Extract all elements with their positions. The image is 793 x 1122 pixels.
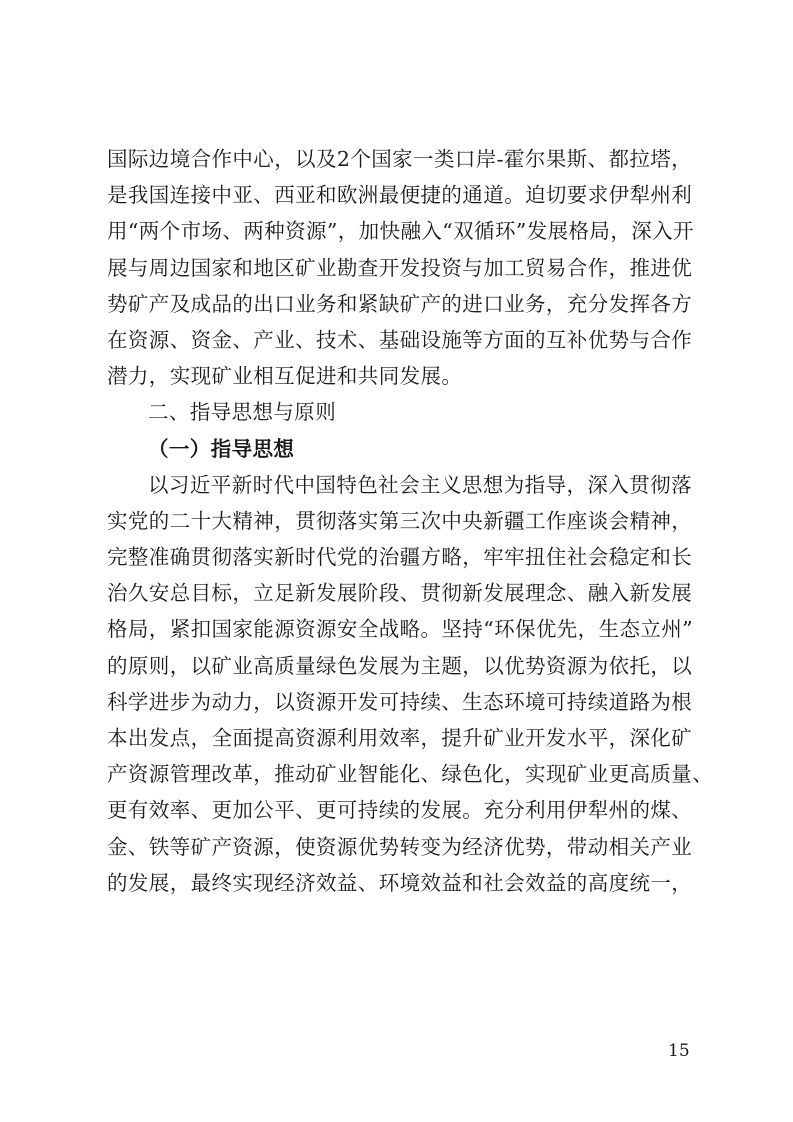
paragraph-line: 展与周边国家和地区矿业勘查开发投资与加工贸易合作，推进优 (107, 255, 693, 280)
paragraph-line: 是我国连接中亚、西亚和欧洲最便捷的通道。迫切要求伊犁州利 (107, 183, 693, 208)
subsection-heading: （一）指导思想 (148, 436, 295, 461)
body-text (107, 141, 714, 901)
paragraph-line: 治久安总目标，立足新发展阶段、贯彻新发展理念、融入新发展 (107, 581, 693, 606)
paragraph-line: 金、铁等矿产资源，使资源优势转变为经济优势，带动相关产业 (107, 834, 693, 859)
paragraph-line: 在资源、资金、产业、技术、基础设施等方面的互补优势与合作 (107, 327, 693, 352)
paragraph-line: 以习近平新时代中国特色社会主义思想为指导，深入贯彻落 (148, 472, 692, 497)
paragraph-line: 的原则，以矿业高质量绿色发展为主题，以优势资源为依托，以 (107, 653, 693, 678)
paragraph-line: 完整准确贯彻落实新时代党的治疆方略，牢牢扭住社会稳定和长 (107, 545, 693, 570)
paragraph-line: 潜力，实现矿业相互促进和共同发展。 (107, 364, 463, 389)
page-number: 15 (668, 1041, 690, 1061)
paragraph-line: 用“两个市场、两种资源”，加快融入“双循环”发展格局，深入开 (107, 219, 694, 244)
paragraph-line: 更有效率、更加公平、更可持续的发展。充分利用伊犁州的煤、 (107, 798, 693, 823)
paragraph-line: 国际边境合作中心，以及2个国家一类口岸-霍尔果斯、都拉塔， (107, 147, 693, 171)
paragraph-line: 实党的二十大精神，贯彻落实第三次中央新疆工作座谈会精神， (107, 508, 693, 533)
section-heading: 二、指导思想与原则 (148, 400, 337, 425)
paragraph-line: 科学进步为动力，以资源开发可持续、生态环境可持续道路为根 (107, 689, 693, 714)
paragraph-line: 格局，紧扣国家能源资源安全战略。坚持“环保优先，生态立州” (107, 617, 694, 642)
paragraph-line: 产资源管理改革，推动矿业智能化、绿色化，实现矿业更高质量、 (107, 762, 714, 787)
paragraph-line: 的发展，最终实现经济效益、环境效益和社会效益的高度统一， (107, 870, 693, 895)
paragraph-line: 势矿产及成品的出口业务和紧缺矿产的进口业务，充分发挥各方 (107, 291, 693, 316)
paragraph-line: 本出发点，全面提高资源利用效率，提升矿业开发水平，深化矿 (107, 726, 693, 750)
